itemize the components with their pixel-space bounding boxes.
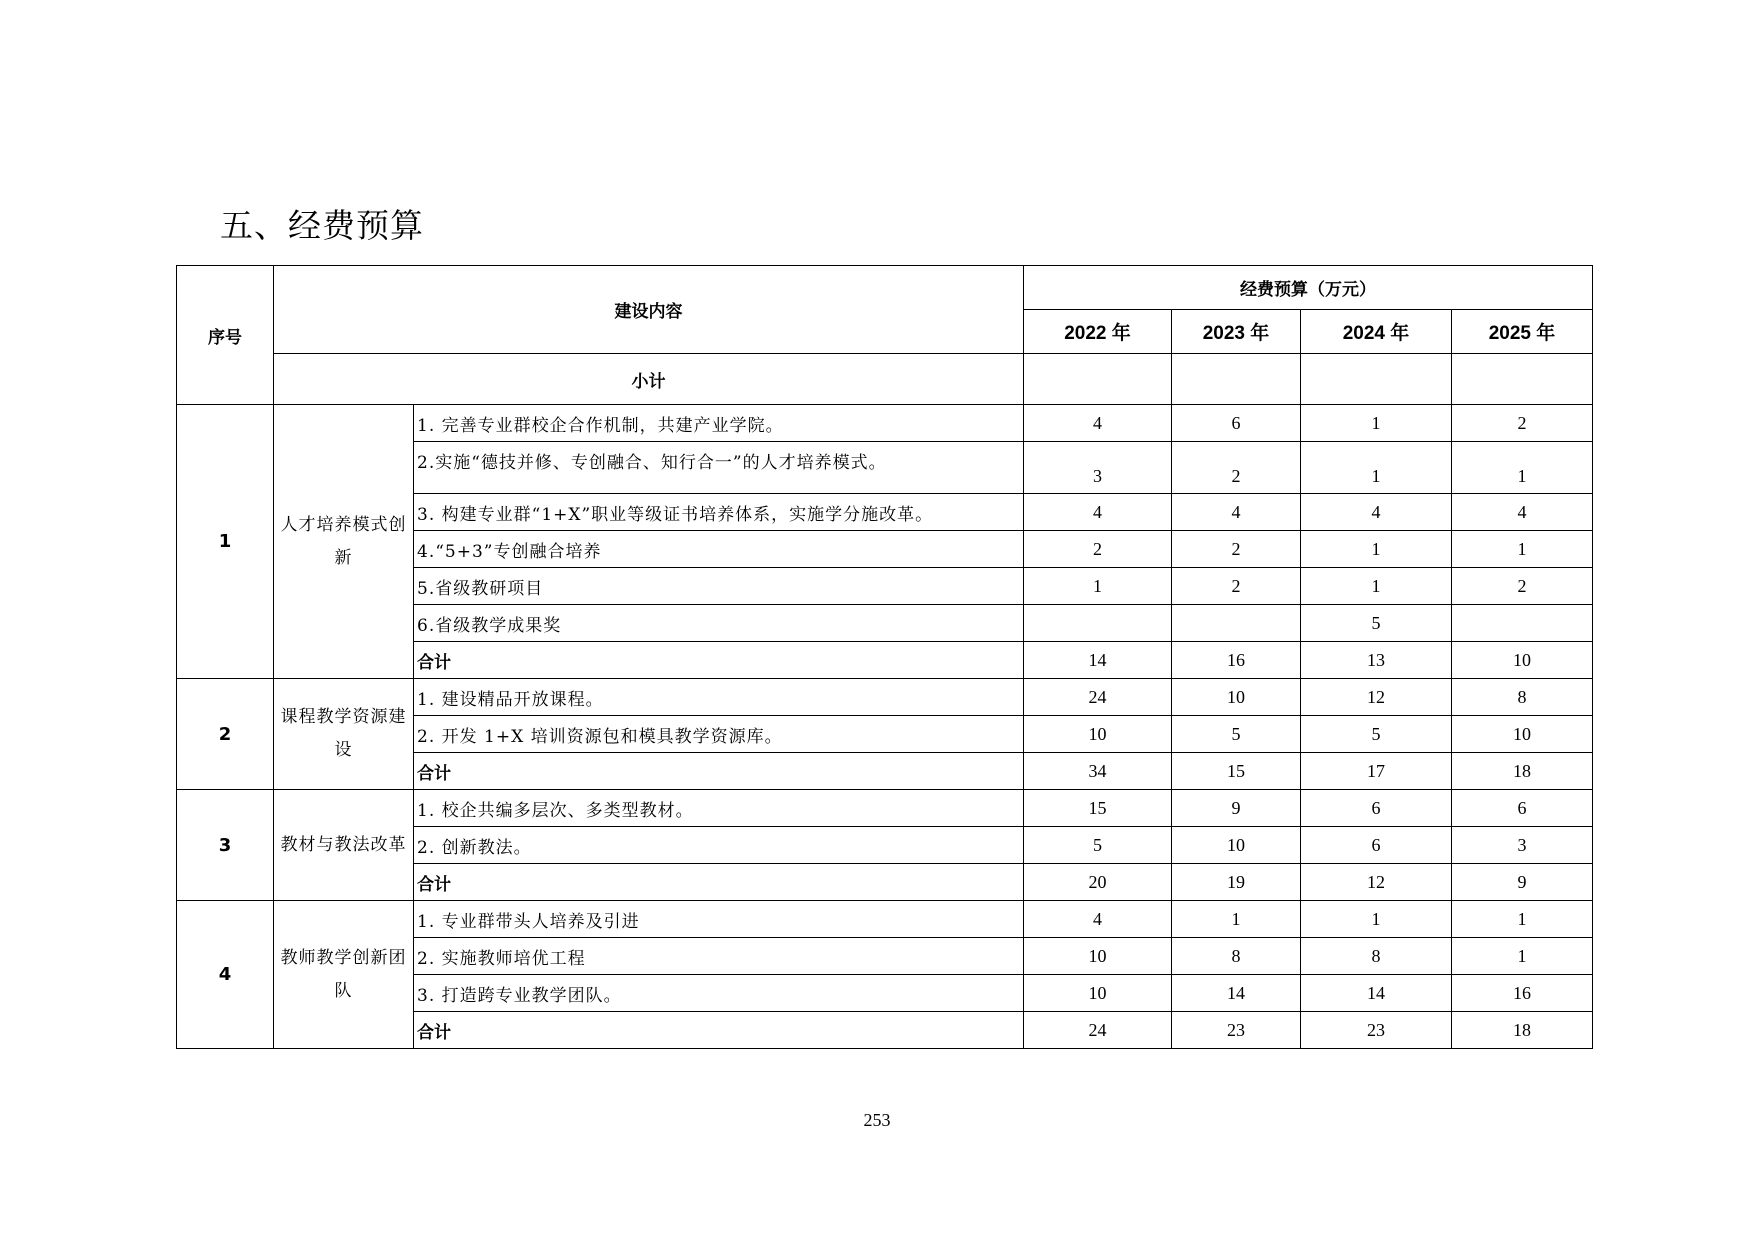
- budget-value: 6: [1301, 827, 1452, 864]
- budget-value: 4: [1172, 494, 1301, 531]
- total-value: 14: [1024, 642, 1172, 679]
- total-value: 16: [1172, 642, 1301, 679]
- total-value: 23: [1172, 1012, 1301, 1049]
- budget-value: [1452, 605, 1593, 642]
- group-name: 教师教学创新团队: [274, 901, 414, 1049]
- total-label: 合计: [414, 864, 1024, 901]
- item-text: 4.“5+3”专创融合培养: [414, 531, 1024, 568]
- budget-value: 5: [1301, 716, 1452, 753]
- total-value: 18: [1452, 1012, 1593, 1049]
- subtotal-cell: [1452, 354, 1593, 405]
- budget-value: 24: [1024, 679, 1172, 716]
- budget-value: 1: [1301, 901, 1452, 938]
- item-text: 3. 构建专业群“1+X”职业等级证书培养体系，实施学分施改革。: [414, 494, 1024, 531]
- budget-value: 10: [1172, 827, 1301, 864]
- budget-value: 6: [1172, 405, 1301, 442]
- item-text: 1. 完善专业群校企合作机制，共建产业学院。: [414, 405, 1024, 442]
- budget-value: 10: [1024, 975, 1172, 1012]
- total-label: 合计: [414, 642, 1024, 679]
- budget-value: 4: [1024, 494, 1172, 531]
- total-value: 9: [1452, 864, 1593, 901]
- budget-value: 3: [1452, 827, 1593, 864]
- item-text: 6.省级教学成果奖: [414, 605, 1024, 642]
- subtotal-cell: [1024, 354, 1172, 405]
- group-seq: 1: [177, 405, 274, 679]
- budget-value: 1: [1024, 568, 1172, 605]
- budget-value: 3: [1024, 442, 1172, 494]
- budget-value: 9: [1172, 790, 1301, 827]
- budget-value: 2: [1172, 531, 1301, 568]
- group-name: 教材与教法改革: [274, 790, 414, 901]
- budget-value: 1: [1452, 901, 1593, 938]
- group-name: 人才培养模式创新: [274, 405, 414, 679]
- item-text: 1. 建设精品开放课程。: [414, 679, 1024, 716]
- table-row: [177, 679, 1593, 716]
- budget-value: 2: [1172, 442, 1301, 494]
- item-text: 2.实施“德技并修、专创融合、知行合一”的人才培养模式。: [414, 442, 1024, 494]
- budget-value: 1: [1301, 405, 1452, 442]
- item-text: 1. 校企共编多层次、多类型教材。: [414, 790, 1024, 827]
- table-row: [177, 790, 1593, 827]
- item-text: 1. 专业群带头人培养及引进: [414, 901, 1024, 938]
- total-value: 24: [1024, 1012, 1172, 1049]
- item-text: 5.省级教研项目: [414, 568, 1024, 605]
- header-subtotal: 小计: [274, 354, 1024, 405]
- group-seq: 4: [177, 901, 274, 1049]
- total-value: 12: [1301, 864, 1452, 901]
- budget-value: 1: [1301, 568, 1452, 605]
- budget-value: 8: [1452, 679, 1593, 716]
- item-text: 3. 打造跨专业教学团队。: [414, 975, 1024, 1012]
- budget-value: 2: [1024, 531, 1172, 568]
- header-seq: 序号: [177, 266, 274, 405]
- total-value: 13: [1301, 642, 1452, 679]
- budget-value: 2: [1172, 568, 1301, 605]
- item-text: 2. 创新教法。: [414, 827, 1024, 864]
- budget-value: [1172, 605, 1301, 642]
- budget-value: 1: [1301, 442, 1452, 494]
- budget-value: 10: [1024, 938, 1172, 975]
- subtotal-cell: [1172, 354, 1301, 405]
- total-value: 23: [1301, 1012, 1452, 1049]
- budget-value: 8: [1172, 938, 1301, 975]
- budget-value: 14: [1301, 975, 1452, 1012]
- header-budget: 经费预算（万元）: [1024, 266, 1593, 310]
- budget-value: 4: [1452, 494, 1593, 531]
- budget-value: 1: [1452, 442, 1593, 494]
- budget-value: 10: [1172, 679, 1301, 716]
- total-label: 合计: [414, 1012, 1024, 1049]
- page-number: 253: [863, 1110, 891, 1130]
- budget-value: 4: [1024, 901, 1172, 938]
- item-text: 2. 开发 1+X 培训资源包和模具教学资源库。: [414, 716, 1024, 753]
- budget-value: 5: [1172, 716, 1301, 753]
- budget-value: 15: [1024, 790, 1172, 827]
- budget-value: 4: [1024, 405, 1172, 442]
- header-year-2022: 2022 年: [1024, 310, 1172, 354]
- budget-value: 14: [1172, 975, 1301, 1012]
- budget-value: 1: [1452, 531, 1593, 568]
- group-seq: 2: [177, 679, 274, 790]
- budget-value: 10: [1024, 716, 1172, 753]
- budget-value: 6: [1301, 790, 1452, 827]
- header-year-2025: 2025 年: [1452, 310, 1593, 354]
- header-year-2023: 2023 年: [1172, 310, 1301, 354]
- table-row: [177, 405, 1593, 442]
- table-row: [177, 901, 1593, 938]
- total-value: 19: [1172, 864, 1301, 901]
- budget-value: 2: [1452, 405, 1593, 442]
- budget-value: 4: [1301, 494, 1452, 531]
- total-value: 20: [1024, 864, 1172, 901]
- subtotal-cell: [1301, 354, 1452, 405]
- budget-table: [176, 265, 1593, 1049]
- budget-value: 16: [1452, 975, 1593, 1012]
- total-value: 34: [1024, 753, 1172, 790]
- total-value: 18: [1452, 753, 1593, 790]
- total-value: 15: [1172, 753, 1301, 790]
- budget-value: 1: [1452, 938, 1593, 975]
- item-text: 2. 实施教师培优工程: [414, 938, 1024, 975]
- budget-value: 5: [1301, 605, 1452, 642]
- total-label: 合计: [414, 753, 1024, 790]
- total-value: 17: [1301, 753, 1452, 790]
- budget-value: 2: [1452, 568, 1593, 605]
- budget-value: 8: [1301, 938, 1452, 975]
- budget-value: 1: [1301, 531, 1452, 568]
- budget-value: 10: [1452, 716, 1593, 753]
- total-value: 10: [1452, 642, 1593, 679]
- budget-value: 1: [1172, 901, 1301, 938]
- group-name: 课程教学资源建设: [274, 679, 414, 790]
- header-year-2024: 2024 年: [1301, 310, 1452, 354]
- header-content: 建设内容: [274, 266, 1024, 354]
- section-title: 五、经费预算: [220, 206, 424, 245]
- budget-value: 5: [1024, 827, 1172, 864]
- table-body: [177, 405, 1593, 1049]
- budget-value: 6: [1452, 790, 1593, 827]
- budget-value: 12: [1301, 679, 1452, 716]
- budget-value: [1024, 605, 1172, 642]
- group-seq: 3: [177, 790, 274, 901]
